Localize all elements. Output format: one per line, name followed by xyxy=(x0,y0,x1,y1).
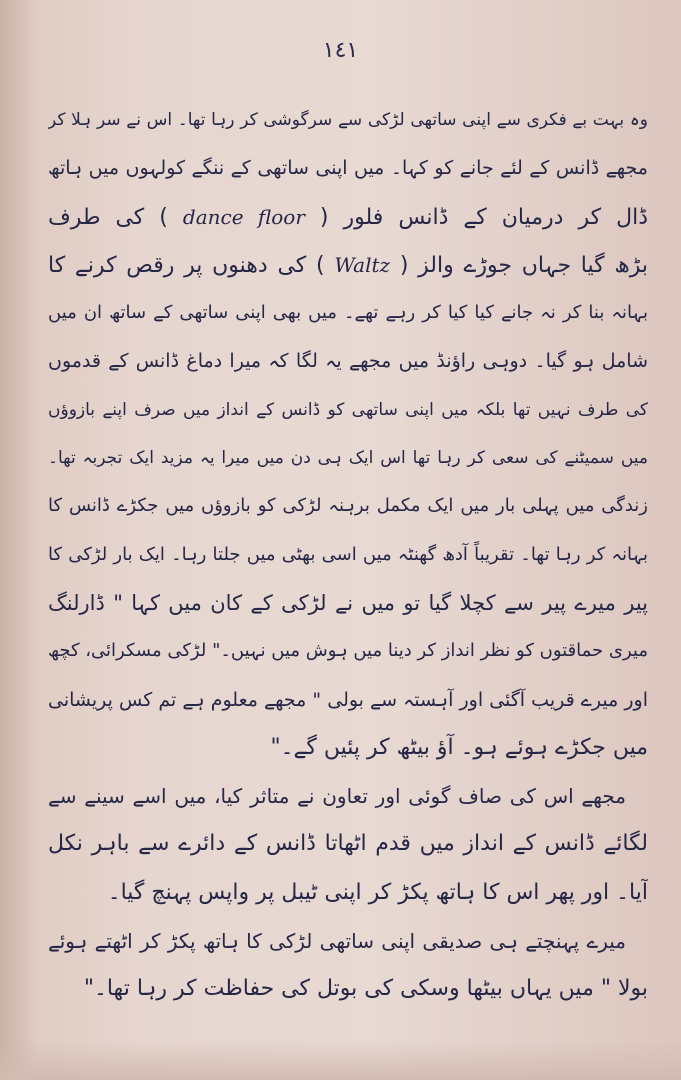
page-number: ١٤١ xyxy=(322,38,359,63)
text-line: مجھے ڈانس کے لئے جانے کو کہا۔ میں اپنی ساتھی کے ننگے کولہوں میں ہاتھ xyxy=(48,157,648,180)
text-line: میں سمیٹنے کی سعی کر رہا تھا اس ایک ہی دن میں میرا یہ مزید ایک تجربہ تھا۔ xyxy=(48,448,648,469)
text-line: کی طرف نہیں تھا بلکہ میں اپنی ساتھی کو ڈانس کے انداز میں صرف اپنے بازوؤں xyxy=(48,399,648,420)
text-line: زندگی میں پہلی بار میں ایک مکمل برہنہ لڑکی کو بازوؤں میں جکڑے ڈانس کا xyxy=(48,495,648,517)
text-line xyxy=(48,193,648,241)
text-line: اور میرے قریب آگئی اور آہستہ سے بولی " مجھے معلوم ہے تم کس پریشانی xyxy=(48,688,648,711)
text-line xyxy=(48,241,648,289)
text-segment: ڈال کر درمیان کے ڈانس فلور ( xyxy=(319,204,648,230)
text-line: شامل ہو گیا۔ دوہی راؤنڈ میں مجھے یہ لگا کہ میرا دماغ ڈانس کے قدموں xyxy=(48,350,648,373)
text-line: مجھے اس کی صاف گوئی اور تعاون نے متاثر کیا، میں اسے سینے سے xyxy=(48,784,626,809)
text-line: میں جکڑے ہوئے ہو۔ آؤ بیٹھ کر پئیں گے۔" xyxy=(270,734,648,760)
text-line: وہ بہت بے فکری سے اپنی ساتھی لڑکی سے سرگوشی کر رہا تھا۔ اس نے سر ہلا کر xyxy=(48,110,648,130)
latin-term: dance floor xyxy=(182,204,305,229)
binding-shadow xyxy=(0,0,36,1080)
text-line: لگائے ڈانس کے انداز میں قدم اٹھاتا ڈانس کے دائرے سے باہر نکل xyxy=(48,831,648,857)
text-line: بولا " میں یہاں بیٹھا وسکی کی بوتل کی حفاظت کر رہا تھا۔" xyxy=(83,976,648,1002)
text-line: پیر میرے پیر سے کچلا گیا تو میں نے لڑکی کے کان میں کہا " ڈارلنگ xyxy=(48,590,648,615)
text-segment: بڑھ گیا جہاں جوڑے والز ( xyxy=(399,252,648,278)
page-edge-shadow xyxy=(0,1040,681,1080)
latin-term: Waltz xyxy=(334,252,391,277)
body-text xyxy=(48,96,648,1014)
text-line: میرے پہنچتے ہی صدیقی اپنی ساتھی لڑکی کا ہاتھ پکڑ کر اٹھتے ہوئے xyxy=(48,929,626,954)
text-line: آیا۔ اور پھر اس کا ہاتھ پکڑ کر اپنی ٹیبل پر واپس پہنچ گیا۔ xyxy=(107,879,648,905)
text-line: بہانہ کر رہا تھا۔ تقریباً آدھ گھنٹہ میں اسی بھٹی میں جلتا رہا۔ ایک بار لڑکی کا xyxy=(48,543,648,565)
text-segment: ) کی طرف xyxy=(48,204,168,230)
text-line: بہانہ بنا کر نہ جانے کیا کیا کر رہے تھے۔ میں بھی اپنی ساتھی کے ساتھ ان میں xyxy=(48,302,648,324)
text-segment: ) کی دھنوں پر رقص کرنے کا xyxy=(48,252,325,278)
text-line: میری حماقتوں کو نظر انداز کر دینا میں ہوش میں نہیں۔" لڑکی مسکرائی، کچھ xyxy=(48,640,648,662)
